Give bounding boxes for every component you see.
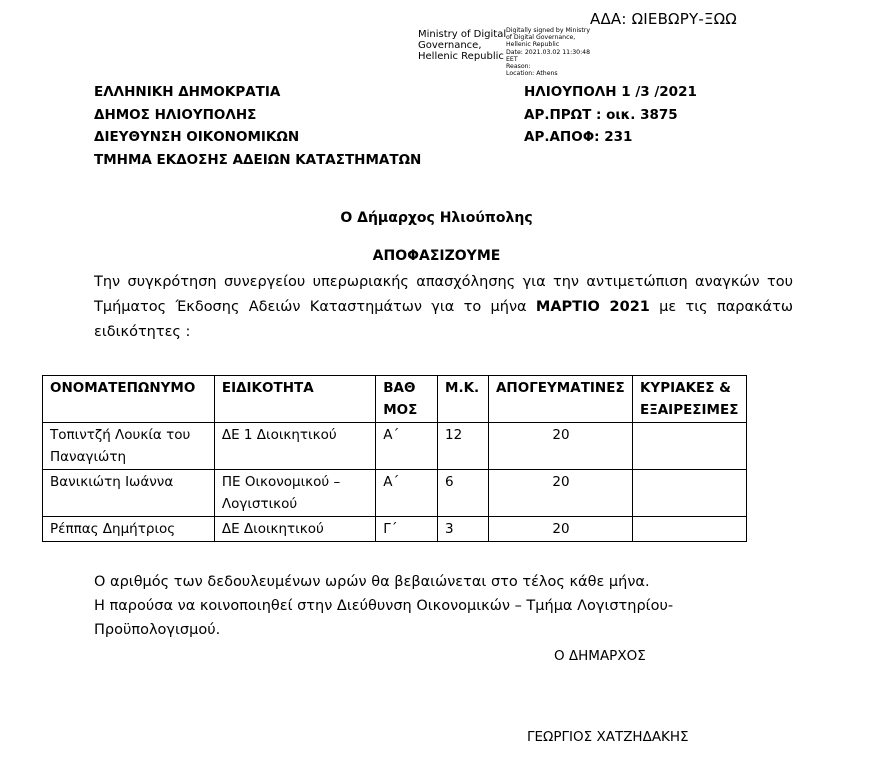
cell-grade: Γ΄	[376, 517, 438, 542]
reference-header	[524, 81, 697, 149]
cell-mk: 12	[438, 423, 489, 470]
table-row	[43, 517, 747, 542]
closing-text	[94, 570, 744, 642]
cell-specialty: ΠΕ Οικονομικού – Λογιστικού	[214, 470, 375, 517]
place-date: ΗΛΙΟΥΠΟΛΗ 1 /3 /2021	[524, 84, 697, 100]
signature-issuer-line: Hellenic Republic	[418, 51, 504, 62]
digital-signature-issuer	[418, 29, 508, 62]
closing-line-hours: Ο αριθμός των δεδουλευμένων ωρών θα βεβαιώνεται στο τέλος κάθε μήνα.	[94, 574, 650, 590]
signature-issuer-line: Ministry of Digital	[418, 29, 507, 40]
protocol-number: ΑΡ.ΠΡΩΤ : οικ. 3875	[524, 106, 678, 123]
header-department: ΤΜΗΜΑ ΕΚΔΟΣΗΣ ΑΔΕΙΩΝ ΚΑΤΑΣΤΗΜΑΤΩΝ	[94, 151, 422, 168]
column-header-grade: ΒΑΘ ΜΟΣ	[376, 376, 438, 423]
cell-afternoon: 20	[488, 517, 632, 542]
cell-specialty: ΔΕ 1 Διοικητικού	[214, 423, 375, 470]
signature-detail-line: Date: 2021.03.02 11:30:48	[506, 48, 591, 56]
signature-detail-line: EET	[506, 55, 518, 63]
cell-specialty: ΔΕ Διοικητικού	[214, 517, 375, 542]
cell-name: Βανικιώτη Ιωάννα	[43, 470, 215, 517]
staff-table	[42, 375, 747, 542]
decision-number: ΑΡ.ΑΠΟΦ: 231	[524, 129, 633, 145]
decision-text	[94, 270, 793, 345]
decision-text-start: Την συγκρότηση συνεργείου υπερωριακής απασχόλησης για την αντιμετώπιση αναγκών του Τμήματος Έκδοσης Αδειών Καταστημάτων για το μήνα	[94, 274, 793, 315]
cell-sundays	[632, 470, 746, 517]
digital-signature-details	[506, 27, 596, 77]
signatory-name: ΓΕΩΡΓΙΟΣ ΧΑΤΖΗΔΑΚΗΣ	[527, 729, 689, 745]
signature-detail-line: Location: Athens	[506, 70, 558, 78]
signature-issuer-line: Governance,	[418, 40, 482, 51]
header-directorate: ΔΙΕΥΘΥΝΣΗ ΟΙΚΟΝΟΜΙΚΩΝ	[94, 129, 300, 145]
cell-afternoon: 20	[488, 470, 632, 517]
signature-title: Ο ΔΗΜΑΡΧΟΣ	[554, 648, 646, 664]
cell-afternoon: 20	[488, 423, 632, 470]
cell-name: Ρέππας Δημήτριος	[43, 517, 215, 542]
cell-grade: Α΄	[376, 470, 438, 517]
column-header-mk: Μ.Κ.	[438, 376, 489, 423]
column-header-sundays: ΚΥΡΙΑΚΕΣ & ΕΞΑΙΡΕΣΙΜΕΣ	[632, 376, 746, 423]
table-row	[43, 423, 747, 470]
cell-mk: 3	[438, 517, 489, 542]
table-row	[43, 470, 747, 517]
cell-mk: 6	[438, 470, 489, 517]
cell-sundays	[632, 517, 746, 542]
decision-heading: ΑΠΟΦΑΣΙΖΟΥΜΕ	[372, 248, 501, 264]
closing-line-notify: Η παρούσα να κοινοποιηθεί στην Διεύθυνση Οικονομικών – Τμήμα Λογιστηρίου-	[94, 598, 674, 614]
signature-detail-line: of Digital Governance,	[506, 34, 576, 42]
cell-grade: Α΄	[376, 423, 438, 470]
cell-sundays	[632, 423, 746, 470]
signature-detail-line: Reason:	[506, 63, 531, 71]
cell-name: Τοπιντζή Λουκία του Παναγιώτη	[43, 423, 215, 470]
mayor-heading: Ο Δήμαρχος Ηλιούπολης	[340, 210, 533, 226]
column-header-specialty: ΕΙΔΙΚΟΤΗΤΑ	[214, 376, 375, 423]
closing-line-budget: Προϋπολογισμού.	[94, 622, 221, 638]
header-municipality: ΔΗΜΟΣ ΗΛΙΟΥΠΟΛΗΣ	[94, 106, 257, 123]
table-header-row	[43, 376, 747, 423]
header-country: ΕΛΛΗΝΙΚΗ ΔΗΜΟΚΡΑΤΙΑ	[94, 84, 281, 100]
column-header-name: ΟΝΟΜΑΤΕΠΩΝΥΜΟ	[43, 376, 215, 423]
issuer-header	[94, 81, 421, 171]
signature-detail-line: Digitally signed by Ministry	[506, 27, 591, 34]
signature-detail-line: Hellenic Republic	[506, 41, 560, 49]
ada-code: ΑΔΑ: ΩΙΕΒΩΡΥ-ΞΩΩ	[590, 10, 737, 28]
decision-text-end: με τις παρακάτω ειδικότητες :	[94, 299, 793, 340]
column-header-afternoon: ΑΠΟΓΕΥΜΑΤΙΝΕΣ	[488, 376, 632, 423]
decision-month: ΜΑΡΤΙΟ 2021	[535, 299, 650, 315]
